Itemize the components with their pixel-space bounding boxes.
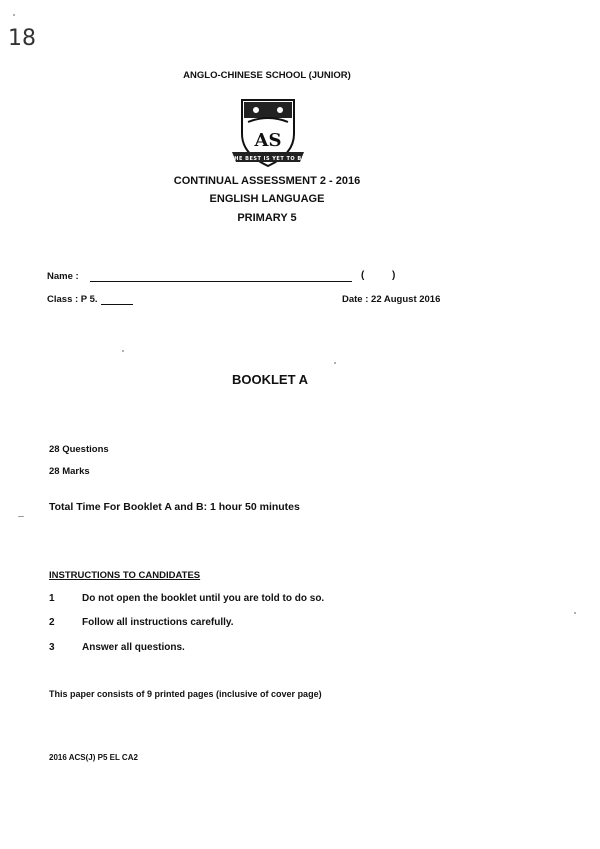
register-number-open-paren: (	[361, 270, 365, 281]
class-blank-line	[101, 304, 133, 305]
assessment-title: CONTINUAL ASSESSMENT 2 - 2016	[173, 175, 361, 187]
scan-speck	[13, 14, 15, 16]
school-crest-icon	[228, 96, 308, 172]
scan-speck	[18, 516, 24, 517]
question-count: 28 Questions	[49, 444, 109, 455]
handwritten-page-number: 18	[8, 26, 36, 51]
instruction-number: 1	[49, 593, 55, 604]
instruction-text: Do not open the booklet until you are told to do so.	[82, 593, 325, 604]
instruction-number: 3	[49, 642, 55, 653]
svg-text:AS: AS	[254, 130, 282, 151]
svg-text:THE BEST IS YET TO BE: THE BEST IS YET TO BE	[230, 156, 306, 162]
class-label: Class : P 5.	[47, 294, 98, 305]
scan-speck	[574, 612, 576, 614]
instruction-number: 2	[49, 617, 55, 628]
name-label: Name :	[47, 271, 79, 282]
instruction-text: Answer all questions.	[82, 642, 185, 653]
scan-speck	[334, 362, 336, 364]
subject-title: ENGLISH LANGUAGE	[209, 193, 325, 205]
level-title: PRIMARY 5	[237, 212, 297, 224]
instructions-title: INSTRUCTIONS TO CANDIDATES	[49, 570, 201, 581]
name-blank-line	[90, 281, 352, 282]
school-name: ANGLO-CHINESE SCHOOL (JUNIOR)	[183, 70, 351, 81]
paper-code: 2016 ACS(J) P5 EL CA2	[49, 753, 138, 762]
total-time: Total Time For Booklet A and B: 1 hour 50 minutes	[49, 501, 300, 513]
marks-count: 28 Marks	[49, 466, 90, 477]
date-label: Date : 22 August 2016	[342, 294, 441, 305]
register-number-close-paren: )	[392, 270, 396, 281]
page-count-note: This paper consists of 9 printed pages (inclusive of cover page)	[49, 689, 322, 699]
scan-speck	[122, 350, 124, 352]
booklet-title: BOOKLET A	[231, 372, 309, 387]
instruction-text: Follow all instructions carefully.	[82, 617, 234, 628]
